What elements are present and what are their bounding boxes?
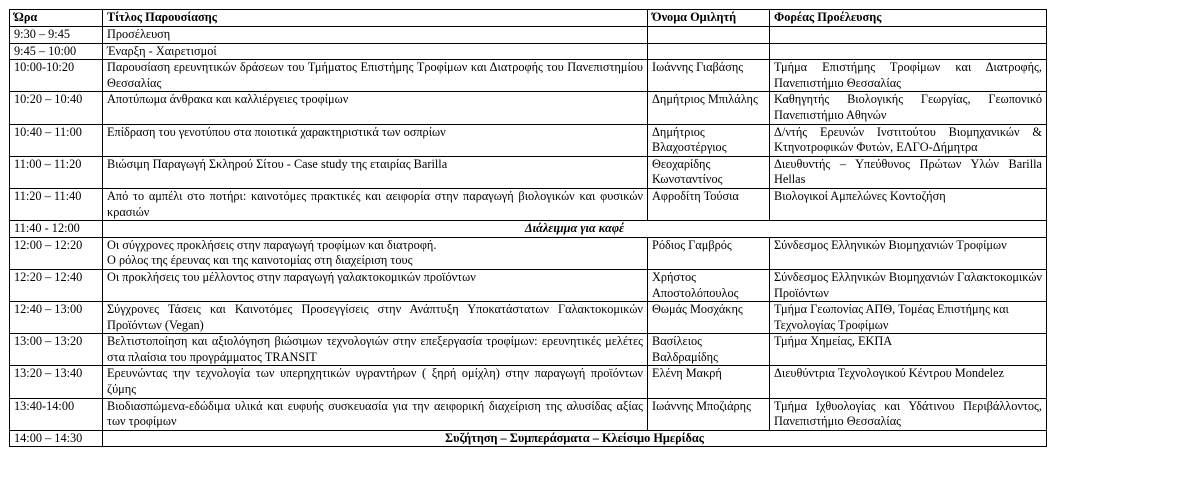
affiliation-cell: Διευθύντρια Τεχνολογικού Κέντρου Mondelez	[770, 366, 1047, 398]
title-cell: Αποτύπωμα άνθρακα και καλλιέργειες τροφίμων	[103, 92, 648, 124]
table-row	[10, 60, 1047, 92]
speaker-cell: Ρόδιος Γαμβρός	[648, 237, 770, 269]
speaker-cell: Βασίλειος Βαλδραμίδης	[648, 334, 770, 366]
title-line: Ο ρόλος της έρευνας και της καινοτομίας στη διαχείριση τους	[107, 253, 413, 268]
table-row	[10, 237, 1047, 269]
time-cell: 13:00 – 13:20	[10, 334, 103, 366]
header-time: Ώρα	[10, 10, 103, 27]
affiliation-cell: Σύνδεσμος Ελληνικών Βιομηχανιών Γαλακτοκομικών Προϊόντων	[770, 269, 1047, 301]
break-label: Διάλειμμα για καφέ	[103, 221, 1047, 238]
header-title: Τίτλος Παρουσίασης	[103, 10, 648, 27]
title-cell: Βιοδιασπώμενα-εδώδιμα υλικά και ευφυής συσκευασία για την αειφορική διαχείριση της αλυσίδας αξίας των τροφίμων	[103, 398, 648, 430]
header-speaker: Όνομα Ομιλητή	[648, 10, 770, 27]
break-time-cell: 11:40 - 12:00	[10, 221, 103, 238]
speaker-cell: Θωμάς Μοσχάκης	[648, 302, 770, 334]
speaker-cell: Ιωάννης Μποζιάρης	[648, 398, 770, 430]
speaker-cell: Θεοχαρίδης Κωνσταντίνος	[648, 156, 770, 188]
time-cell: 11:00 – 11:20	[10, 156, 103, 188]
affiliation-cell: Βιολογικοί Αμπελώνες Κοντοζήση	[770, 188, 1047, 220]
title-cell: Οι προκλήσεις του μέλλοντος στην παραγωγή γαλακτοκομικών προϊόντων	[103, 269, 648, 301]
affiliation-cell: Τμήμα Χημείας, ΕΚΠΑ	[770, 334, 1047, 366]
table-row	[10, 27, 1047, 44]
table-row	[10, 188, 1047, 220]
program-table	[9, 9, 1047, 447]
speaker-cell: Ελένη Μακρή	[648, 366, 770, 398]
affiliation-cell	[770, 27, 1047, 44]
time-cell: 10:40 – 11:00	[10, 124, 103, 156]
title-cell: Σύγχρονες Τάσεις και Καινοτόμες Προσεγγίσεις στην Ανάπτυξη Υποκατάστατων Γαλακτοκομικών Προϊόντων (Vegan)	[103, 302, 648, 334]
time-cell: 10:00-10:20	[10, 60, 103, 92]
time-cell: 10:20 – 10:40	[10, 92, 103, 124]
speaker-cell: Δημήτριος Βλαχοστέργιος	[648, 124, 770, 156]
title-cell: Ερευνώντας την τεχνολογία των υπερηχητικών υγραντήρων ( ξηρή ομίχλη) στην παραγωγή προϊόντων ζύμης	[103, 366, 648, 398]
closing-row	[10, 430, 1047, 447]
closing-time-cell: 14:00 – 14:30	[10, 430, 103, 447]
time-cell: 12:00 – 12:20	[10, 237, 103, 269]
speaker-cell	[648, 27, 770, 44]
header-row	[10, 10, 1047, 27]
time-cell: 12:20 – 12:40	[10, 269, 103, 301]
table-row	[10, 124, 1047, 156]
time-cell: 13:40-14:00	[10, 398, 103, 430]
table-row	[10, 269, 1047, 301]
title-cell: Βελτιστοποίηση και αξιολόγηση βιώσιμων τεχνολογιών στην επεξεργασία τροφίμων: ερευνητικές μελέτες στα πλαίσια του προγράμματος TRANSIT	[103, 334, 648, 366]
affiliation-cell: Τμήμα Επιστήμης Τροφίμων και Διατροφής, Πανεπιστήμιο Θεσσαλίας	[770, 60, 1047, 92]
time-cell: 9:30 – 9:45	[10, 27, 103, 44]
speaker-cell: Αφροδίτη Τούσια	[648, 188, 770, 220]
affiliation-cell: Σύνδεσμος Ελληνικών Βιομηχανιών Τροφίμων	[770, 237, 1047, 269]
speaker-cell: Ιωάννης Γιαβάσης	[648, 60, 770, 92]
table-row	[10, 92, 1047, 124]
title-cell: Βιώσιμη Παραγωγή Σκληρού Σίτου - Case study της εταιρίας Barilla	[103, 156, 648, 188]
time-cell: 9:45 – 10:00	[10, 43, 103, 60]
header-affiliation: Φορέας Προέλευσης	[770, 10, 1047, 27]
table-row	[10, 334, 1047, 366]
break-row	[10, 221, 1047, 238]
title-cell: Από το αμπέλι στο ποτήρι: καινοτόμες πρακτικές και αειφορία στην παραγωγή βιολογικών και φυσικών κρασιών	[103, 188, 648, 220]
table-row	[10, 156, 1047, 188]
time-cell: 12:40 – 13:00	[10, 302, 103, 334]
title-cell: Έναρξη - Χαιρετισμοί	[103, 43, 648, 60]
time-cell: 11:20 – 11:40	[10, 188, 103, 220]
table-row	[10, 398, 1047, 430]
table-row	[10, 302, 1047, 334]
affiliation-cell: Καθηγητής Βιολογικής Γεωργίας, Γεωπονικό Πανεπιστήμιο Αθηνών	[770, 92, 1047, 124]
speaker-cell: Δημήτριος Μπιλάλης	[648, 92, 770, 124]
speaker-cell: Χρήστος Αποστολόπουλος	[648, 269, 770, 301]
affiliation-cell: Τμήμα Ιχθυολογίας και Υδάτινου Περιβάλλοντος, Πανεπιστήμιο Θεσσαλίας	[770, 398, 1047, 430]
table-row	[10, 43, 1047, 60]
affiliation-cell: Δ/ντής Ερευνών Ινστιτούτου Βιομηχανικών & Κτηνοτροφικών Φυτών, ΕΛΓΟ-Δήμητρα	[770, 124, 1047, 156]
title-cell: Επίδραση του γενοτύπου στα ποιοτικά χαρακτηριστικά των οσπρίων	[103, 124, 648, 156]
title-cell	[103, 237, 648, 269]
speaker-cell	[648, 43, 770, 60]
affiliation-cell	[770, 43, 1047, 60]
time-cell: 13:20 – 13:40	[10, 366, 103, 398]
affiliation-cell: Διευθυντής – Υπεύθυνος Πρώτων Υλών Barilla Hellas	[770, 156, 1047, 188]
title-cell: Προσέλευση	[103, 27, 648, 44]
closing-label: Συζήτηση – Συμπεράσματα – Κλείσιμο Ημερίδας	[103, 430, 1047, 447]
affiliation-cell: Τμήμα Γεωπονίας ΑΠΘ, Τομέας Επιστήμης και Τεχνολογίας Τροφίμων	[770, 302, 1047, 334]
table-row	[10, 366, 1047, 398]
title-cell: Παρουσίαση ερευνητικών δράσεων του Τμήματος Επιστήμης Τροφίμων και Διατροφής του Πανεπιστημίου Θεσσαλίας	[103, 60, 648, 92]
title-line: Οι σύγχρονες προκλήσεις στην παραγωγή τροφίμων και διατροφή.	[107, 237, 437, 252]
